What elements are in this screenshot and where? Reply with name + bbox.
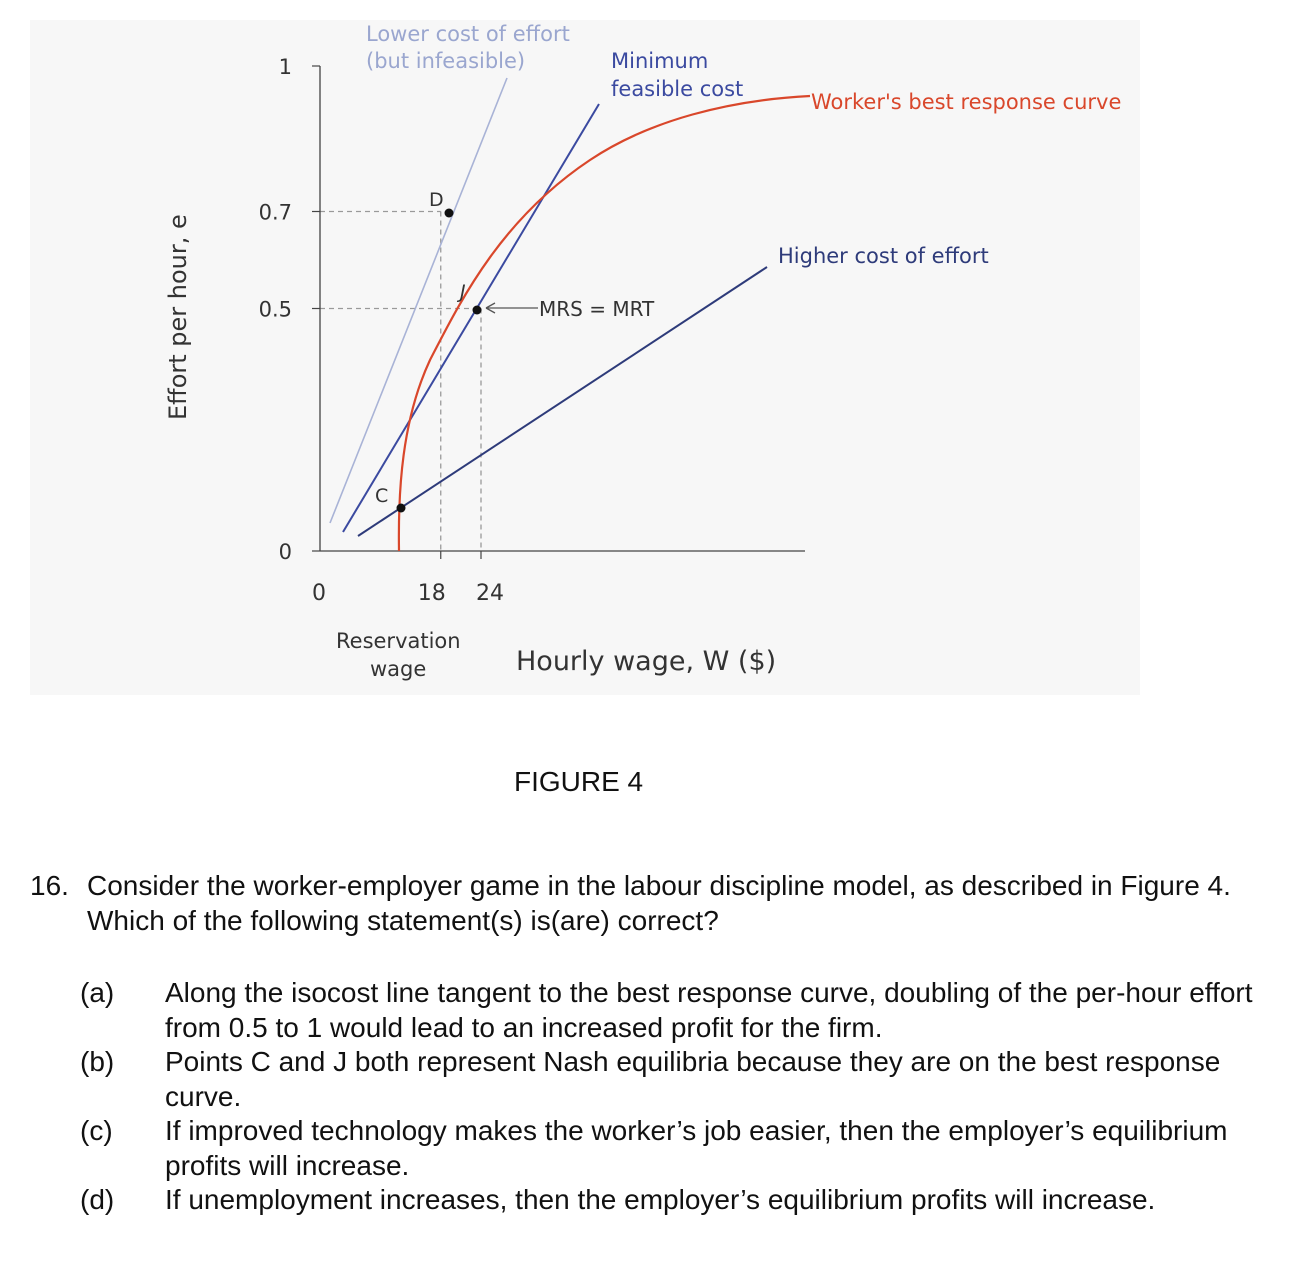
point-c [397, 504, 406, 513]
point-label: J [460, 281, 466, 303]
options-list [30, 976, 1270, 1218]
option-text: Points C and J both represent Nash equilibria because they are on the best response curve. [165, 1046, 1221, 1112]
x-tick-label: 24 [476, 581, 504, 606]
figure-panel [30, 20, 1140, 695]
lower-cost-label: (but infeasible) [366, 49, 526, 73]
reservation-label: wage [370, 657, 427, 681]
minimum-cost-label: feasible cost [611, 77, 744, 101]
x-tick-label: 18 [417, 581, 446, 606]
option-b [30, 1045, 1270, 1114]
point-j [473, 306, 482, 315]
option-letter: (d) [80, 1184, 115, 1215]
y-tick-label: 0 [278, 540, 292, 564]
option-text: Along the isocost line tangent to the best response curve, doubling of the per-hour effort from 0.5 to 1 would lead to an increased profit for the firm. [165, 977, 1253, 1043]
option-letter: (c) [80, 1115, 113, 1146]
higher-cost-label: Higher cost of effort [778, 244, 989, 268]
question-number: 16. [30, 870, 69, 901]
best-response-label: Worker's best response curve [811, 90, 1122, 114]
lower-cost-label: Lower cost of effort [366, 22, 570, 46]
y-tick-label: 0.7 [258, 200, 292, 225]
option-text: If unemployment increases, then the employer’s equilibrium profits will increase. [165, 1184, 1156, 1215]
option-d [30, 1183, 1270, 1218]
y-tick-label: 1 [278, 55, 292, 79]
mrs-mrt-label: MRS = MRT [539, 297, 655, 321]
labels [366, 22, 1121, 321]
point-label: C [375, 485, 389, 507]
option-a [30, 976, 1270, 1045]
question [30, 868, 1270, 938]
point-d [445, 209, 454, 218]
points [375, 189, 482, 513]
best-response-curve [399, 96, 810, 551]
point-label: D [429, 189, 444, 211]
y-tick-label: 0.5 [258, 297, 292, 322]
minimum-cost-label: Minimum [611, 49, 709, 73]
option-text: If improved technology makes the worker’s job easier, then the employer’s equilibrium profits will increase. [165, 1115, 1228, 1181]
x-tick-label: 0 [312, 581, 326, 606]
option-letter: (b) [80, 1046, 115, 1077]
option-c [30, 1114, 1270, 1183]
reservation-label: Reservation [336, 629, 461, 653]
figure-caption: FIGURE 4 [514, 766, 644, 797]
axes [164, 55, 805, 681]
option-letter: (a) [80, 977, 115, 1008]
question-text: Consider the worker-employer game in the labour discipline model, as described in Figure 4. Which of the following statement(s) is(are) correct? [87, 870, 1231, 936]
x-axis-label: Hourly wage, W ($) [516, 646, 777, 677]
chart [30, 20, 1140, 695]
y-axis-label: Effort per hour, e [164, 214, 192, 420]
